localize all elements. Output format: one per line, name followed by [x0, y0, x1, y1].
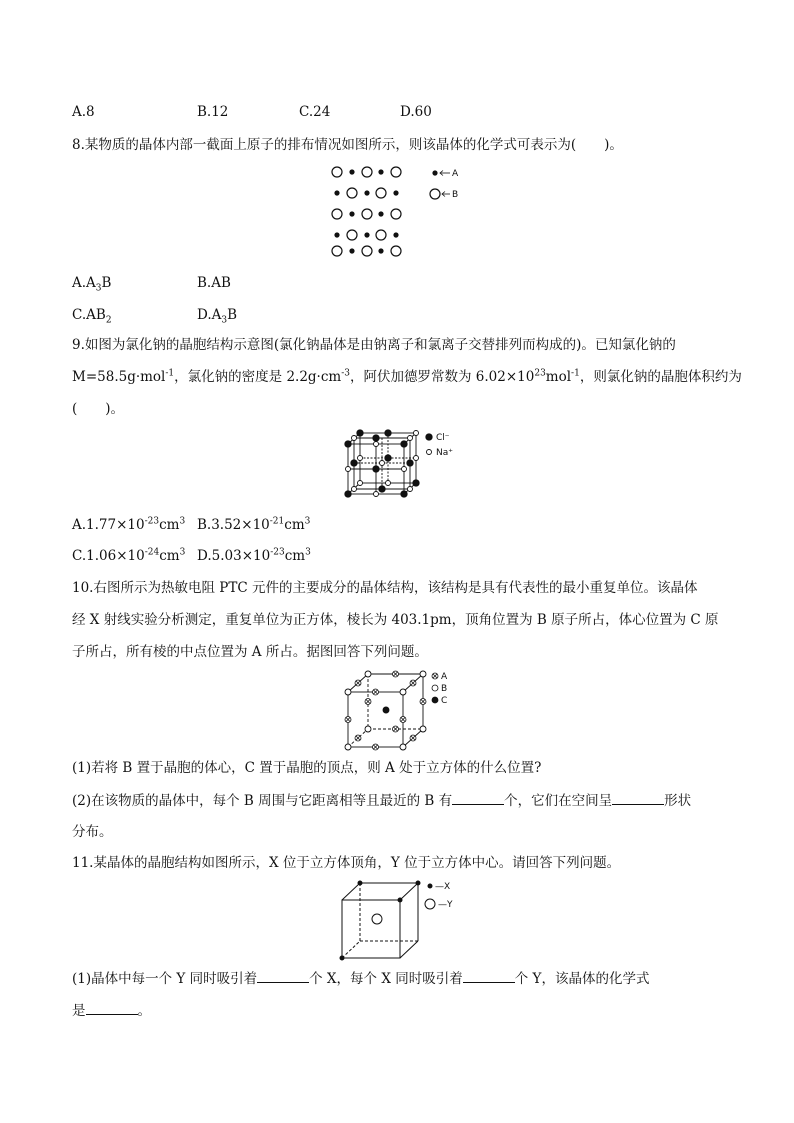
atom-y — [372, 914, 382, 924]
q10-blank-shape[interactable] — [612, 790, 664, 805]
cl-ion — [401, 441, 407, 447]
atom-b — [400, 744, 406, 750]
atom-b — [332, 167, 342, 177]
q10-stem-line2: 经 X 射线实验分析测定，重复单位为正方体，棱长为 403.1pm，顶角位置为 B 原子所占，体心位置为 C 原 — [72, 612, 719, 628]
atom-b — [362, 209, 372, 219]
legend-atom-y — [425, 899, 435, 909]
atom-b — [332, 209, 342, 219]
na-ion — [374, 492, 379, 497]
atom-b — [400, 689, 406, 695]
cl-ion — [345, 441, 351, 447]
q8-legend-b: B — [452, 190, 459, 200]
na-ion — [386, 481, 391, 486]
na-ion — [408, 487, 413, 492]
atom-b — [376, 188, 386, 198]
atom-b — [332, 246, 342, 256]
cl-ion — [401, 491, 407, 497]
q8-stem: 8.某物质的晶体内部一截面上原子的排布情况如图所示，则该晶体的化学式可表示为( )。 — [72, 137, 623, 153]
q10-blank-count[interactable] — [452, 790, 504, 805]
cl-ion — [351, 460, 357, 466]
q10-stem-line1: 10.右图所示为热敏电阻 PTC 元件的主要成分的晶体结构，该结构是具有代表性的最小重复单位。该晶体 — [72, 580, 698, 596]
atom-a — [394, 191, 398, 195]
q11-sub1: (1)晶体中每一个 Y 同时吸引着 个 X，每个 X 同时吸引着 个 Y，该晶体的化学式 — [72, 968, 649, 989]
q7-option-b: B.12 — [197, 104, 229, 120]
atom-b — [362, 246, 372, 256]
atom-x — [340, 956, 344, 960]
na-ion — [414, 456, 419, 461]
atom-a — [350, 249, 354, 253]
atom-a — [379, 249, 383, 253]
atom-a — [365, 191, 369, 195]
q8-option-d: $D.A_3B$ — [197, 307, 238, 326]
q10-legend-b: B — [441, 684, 448, 694]
atom-a — [335, 233, 339, 237]
q8-legend-a: A — [452, 169, 459, 179]
q9-stem-line2: M=58.5g·mol$^{-1}$，氯化钠的密度是 $2.2g\cdot cm^{-3}$，阿伏加德罗常数为 $6.02\times 10^{23}mol^{-1}$，则氯化钠的晶胞体积约为 — [72, 368, 742, 385]
na-ion — [352, 436, 357, 441]
q7-option-d: D.60 — [400, 104, 432, 120]
q7-option-a: A.8 — [72, 104, 95, 120]
atom-a — [394, 233, 398, 237]
atom-x — [398, 898, 402, 902]
cl-ion — [385, 430, 391, 436]
q10-legend-c: C — [441, 696, 448, 706]
q9-option-a: $A.1.77\times 10^{-23}cm^3$ — [72, 516, 186, 533]
atom-b — [347, 188, 357, 198]
q9-option-b: $B.3.52\times 10^{-21}cm^3$ — [197, 516, 311, 533]
legend-atom-a — [433, 171, 437, 175]
atom-b — [362, 167, 372, 177]
atom-x — [416, 881, 420, 885]
na-ion — [352, 487, 357, 492]
na-ion — [358, 481, 363, 486]
legend-atom-c — [432, 697, 438, 703]
atom-b — [365, 671, 371, 677]
cl-ion — [373, 466, 379, 472]
cl-ion — [357, 430, 363, 436]
atom-b — [420, 671, 426, 677]
na-ion — [374, 442, 379, 447]
atom-c — [383, 707, 389, 713]
atom-a — [379, 212, 383, 216]
q9-legend-cl: Cl⁻ — [436, 433, 450, 443]
q9-option-c: $C.1.06\times 10^{-24}cm^3$ — [72, 547, 186, 564]
na-ion — [414, 431, 419, 436]
q10-stem-line3: 子所占，所有棱的中点位置为 A 所占。据图回答下列问题。 — [72, 644, 428, 660]
legend-atom-x — [428, 884, 432, 888]
atom-a — [350, 212, 354, 216]
q10-cell-figure — [340, 668, 470, 753]
atom-b — [347, 230, 357, 240]
q10-legend-a: A — [441, 672, 448, 682]
cl-ion — [413, 480, 419, 486]
atom-b — [391, 246, 401, 256]
q8-option-b: B.AB — [197, 275, 231, 291]
cl-ion — [345, 491, 351, 497]
q11-blank-y-count[interactable] — [463, 968, 515, 983]
q9-stem-line3: ( )。 — [72, 401, 125, 417]
q7-option-c: C.24 — [299, 104, 331, 120]
q11-cell-figure — [334, 878, 474, 963]
na-ion — [402, 467, 407, 472]
q9-nacl-cell-figure — [340, 428, 470, 503]
atom-b — [345, 689, 351, 695]
cl-ion — [385, 455, 391, 461]
legend-cl-ion — [426, 434, 432, 440]
q11-legend-x: —X — [435, 882, 451, 892]
atom-b — [376, 230, 386, 240]
q8-lattice-figure — [325, 162, 475, 262]
q9-option-d: $D.5.03\times 10^{-23}cm^3$ — [197, 547, 311, 564]
cl-ion — [373, 435, 379, 441]
atom-a — [365, 233, 369, 237]
na-ion — [408, 436, 413, 441]
atom-b — [420, 726, 426, 732]
legend-atom-b — [432, 685, 438, 691]
atom-a — [335, 191, 339, 195]
q10-sub2: (2)在该物质的晶体中，每个 B 周围与它距离相等且最近的 B 有 个，它们在空间呈 形状 — [72, 790, 691, 811]
legend-atom-b — [430, 189, 440, 199]
atom-b — [391, 167, 401, 177]
atom-x — [358, 881, 362, 885]
legend-na-ion — [427, 450, 432, 455]
q9-stem-line1: 9.如图为氯化钠的晶胞结构示意图(氯化钠晶体是由钠离子和氯离子交替排列而构成的)。已知氯化钠的 — [72, 337, 676, 353]
cl-ion — [379, 486, 385, 492]
q11-stem: 11.某晶体的晶胞结构如图所示，X 位于立方体顶角，Y 位于立方体中心。请回答下列问题。 — [72, 855, 621, 871]
atom-a — [350, 170, 354, 174]
na-ion — [346, 467, 351, 472]
q10-sub2-cont: 分布。 — [72, 824, 113, 840]
q11-legend-y: —Y — [438, 900, 453, 910]
q11-blank-formula[interactable] — [86, 1000, 138, 1015]
q10-sub1: (1)若将 B 置于晶胞的体心，C 置于晶胞的顶点，则 A 处于立方体的什么位置? — [72, 760, 542, 776]
atom-b — [345, 744, 351, 750]
na-ion — [380, 461, 385, 466]
na-ion — [358, 456, 363, 461]
q11-blank-x-count[interactable] — [257, 968, 309, 983]
atom-a — [379, 170, 383, 174]
atom-b — [365, 726, 371, 732]
atom-b — [391, 209, 401, 219]
q9-legend-na: Na⁺ — [436, 448, 453, 458]
q8-option-a: $A.A_3B$ — [72, 275, 112, 294]
q11-sub1-cont: 是 。 — [72, 1000, 151, 1021]
q8-option-c: $C.AB_2$ — [72, 307, 112, 326]
cl-ion — [407, 460, 413, 466]
